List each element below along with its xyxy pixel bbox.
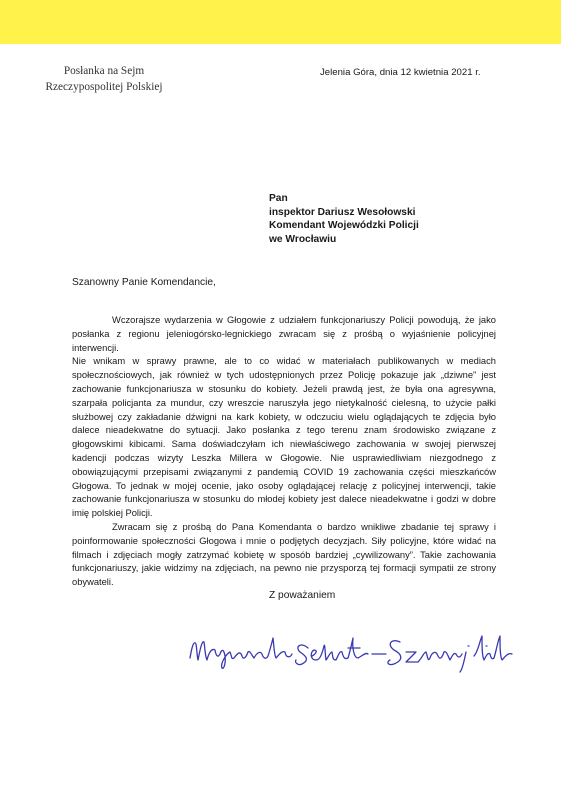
- body-paragraph-2: Nie wnikam w sprawy prawne, ale to co widać w materiałach publikowanych w mediach społecznościowych, jak również w tych udostępnionych przez Policję pokazuje jak „dziwne” jest zachowanie funkcjonariusza w stosunku do kobiety. Jeżeli prawdą jest, że była ona agresywna, szarpała policjanta za mundur, czy wreszcie naruszyła jego nietykalność cielesną, to użycie pałki służbowej czy zakładanie dźwigni na kark kobiety, w odczuciu wielu oglądających te zdjęcia było dalece nieadekwatne do sytuacji. Jako posłanka z tego terenu znam środowisko związane z głogowskimi kibicami. Sama doświadczyłam ich niewłaściwego zachowania w swojej pierwszej kadencji podczas wizyty Leszka Millera w Głogowie. Nie usprawiedliwiam niezgodnego z obowiązującymi przepisami związanymi z pandemią COVID 19 zachowania części mieszkańców Głogowa. To jednak w mojej ocenie, jako osoby oglądającej relację z policyjnej interwencji, takie zachowanie funkcjonariusza w stosunku do młodej kobiety jest dalece nieadekwatne i godzi w dobre imię polskiej Policji.: [72, 356, 496, 519]
- sender-block: [34, 63, 174, 95]
- recipient-block: [269, 192, 419, 246]
- recipient-line-1: Pan: [269, 193, 288, 204]
- letter-body: [72, 314, 496, 590]
- closing-phrase: Z poważaniem: [269, 590, 336, 601]
- recipient-line-4: we Wrocławiu: [269, 233, 337, 245]
- yellow-header-bar: [0, 0, 561, 44]
- body-paragraph-3: Zwracam się z prośbą do Pana Komendanta o bardzo wnikliwe zbadanie tej sprawy i poinformowanie społeczności Głogowa i mnie o podjętych decyzjach. Siły policyjne, które widać na filmach i zdjęciach mogły zatrzymać kobietę w sposób bardziej „cywilizowany”. Takie zachowania funkcjonariuszy, jakie widzimy na zdjęciach, na pewno nie przysporzą tej formacji sympatii ze strony obywateli.: [72, 521, 496, 588]
- sender-line-1: Posłanka na Sejm: [63, 65, 145, 77]
- recipient-line-3: Komendant Wojewódzki Policji: [269, 220, 419, 231]
- body-paragraph-1: Wczorajsze wydarzenia w Głogowie z udziałem funkcjonariuszy Policji powodują, że jako posłanka z regionu jeleniogórsko-legnickiego zwracam się z prośbą o wyjaśnienie policyjnej interwencji.: [72, 315, 496, 353]
- salutation: Szanowny Panie Komendancie,: [72, 277, 216, 288]
- letter-date: Jelenia Góra, dnia 12 kwietnia 2021 r.: [320, 67, 481, 78]
- sender-line-2: Rzeczypospolitej Polskiej: [45, 81, 163, 93]
- handwritten-signature: [182, 628, 522, 674]
- recipient-line-2: inspektor Dariusz Wesołowski: [269, 206, 416, 218]
